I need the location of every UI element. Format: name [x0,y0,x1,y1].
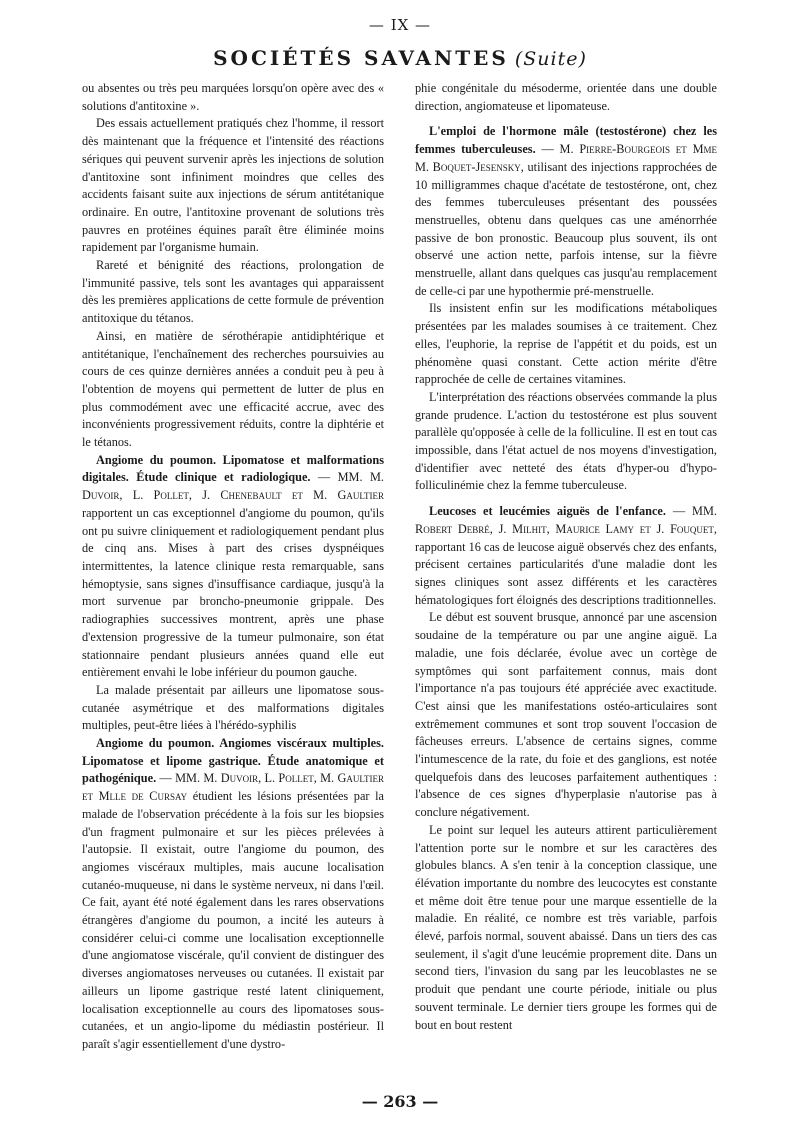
paragraph: Ainsi, en matière de sérothérapie antidiphtérique et antitétanique, l'enchaînement des recherches poursuivies au cours de ces quinze dernières années a conduit peu à peu à l'obtention de moyens qui permettent de lutter de plus en plus commodément avec une efficacité accrue, avec des inconvénients progressivement réduits, contre la diphtérie et le tétanos. [82,328,384,450]
running-title [0,46,800,70]
article-leucoses [415,503,717,609]
paragraph: Le point sur lequel les auteurs attirent particulièrement l'attention porte sur le nombre et sur les caractères des globules blancs. A s'en tenir à la conception classique, une élévation importante du nombre des leucocytes est constante et même doit être tenue pour une marque essentielle de la maladie. En réalité, ce nombre est très variable, parfois élevé, parfois normal, souvent abaissé. Dans un tiers des cas seulement, il s'agit d'une leucémie proprement dite. Dans un second tiers, l'invasion du sang par les leucoblastes ne se produit que pendant une courte période, initiale ou plus souvent terminale. Le dernier tiers groupe les formes qui de bout en bout restent [415,822,717,1032]
section-title-suffix: (Suite) [514,48,587,70]
article-authors: M. Pierre-Bourgeois et Mme M. Boquet-Jesensky [415,142,717,174]
roman-folio: — IX — [368,16,432,34]
right-column [415,80,717,1074]
title-dash: — [535,142,560,157]
article-text: , utilisant des injections rapprochées de 10 milligrammes chaque d'acétate de testostérone, ont, chez des femmes tuberculeuses présentant des poussées menstruelles, obtenu dans quelques cas une aménorrhée passive de bon pronostic. Beaucoup plus souvent, ils ont observé une action nette, parfois intense, sur la fièvre menstruelle, allant dans quelques cas jusqu'au remplacement de celle-ci par une hypothermie pré-menstruelle. [415,159,717,298]
paragraph: Ils insistent enfin sur les modifications métaboliques présentées par les malades soumises à ce traitement. Chez elles, l'euphorie, la reprise de l'appétit et du poids, est un phénomène quasi constant. Cette action mérite d'être rapprochée de celle de certaines vitamines. [415,301,717,387]
paragraph: Rareté et bénignité des réactions, prolongation de l'immunité passive, tels sont les avantages qui apparaissent dès les premières applications de cette formule de prévention antitoxique du tétanos. [82,258,384,326]
article-text: étudient les lésions présentées par la malade de l'observation précédente à la fois sur les biopsies d'un fragment pulmonaire et sur les pièces prélevées à l'autopsie. Il existait, outre l'angiome du poumon, des angiomes viscéraux multiples, mais aucune localisation cutanéo-muqueuse, ni dans le système nerveux, ni dans l'œil. Ce fait, ayant été noté également dans les rares observations étrangères d'angiome du poumon, a incité les auteurs à considérer celui-ci comme une localisation exceptionnelle d'une angiomatose viscérale, qu'il convient de distinguer des diverses angiomatoses nerveuses ou cutanées. Il existait par ailleurs un lipome gastrique resté latent cliniquement, localisation exceptionnelle au cours des lipomatoses sous-cutanées, et un angio-lipome du médiastin postérieur. Il paraît s'agir essentiellement d'une dystro- [82,789,384,1051]
article-text: , rapportant 16 cas de leucose aiguë observés chez des enfants, précisent certaines particularités d'une maladie dont les signes cliniques sont assez différents et les caractères hématologiques fort éloignés des descriptions traditionnelles. [415,521,717,607]
page-number: — 263 — [361,1092,439,1111]
paragraph: Le début est souvent brusque, annoncé par une ascension soudaine de la température ou par une angine aiguë. La maladie, une fois déclarée, évolue avec un cortège de symptômes qui sont parfaitement connus, mais dont l'importance n'a pas toujours été appréciée avec exactitude. C'est ainsi que les manifestations ostéo-articulaires sont extrêmement communes et sont trop souvent l'occasion de fâcheuses erreurs. L'absence de certains signes, comme l'intumescence de la rate, du foie et des ganglions, est notée quelquefois dans des leucoses parfaitement authentiques : l'absence de ces signes d'hyperplasie n'autorise pas à conclure négativement. [415,610,717,820]
section-title: SOCIÉTÉS SAVANTES [213,46,509,70]
article-title: Angiome du poumon. Lipomatose et malformations digitales. Étude clinique et radiologique. [82,452,384,485]
article-text: rapportent un cas exceptionnel d'angiome du poumon, qu'ils ont pu suivre cliniquement et radiologiquement pendant plus de cinq ans. Mises à part des crises dyspnéiques intermittentes, la latence clinique resta remarquable, sans hémoptysie, sans signes d'insuffisance cardiaque, jusqu'à la mort survenue par broncho-pneumonie grippale. Des radiographies successives montrent, après une phase d'extension progressive de la tumeur pulmonaire, son état stationnaire pendant plusieurs années quand elle eut entièrement envahi le lobe inférieur du poumon gauche. [82,505,384,680]
paragraph: La malade présentait par ailleurs une lipomatose sous-cutanée asymétrique et des malformations digitales multiples, peut-être liées à l'hérédo-syphilis [82,682,384,733]
article-title: L'emploi de l'hormone mâle (testostérone) chez les femmes tuberculeuses. [415,124,717,157]
title-dash: — [156,771,176,786]
paragraph: Des essais actuellement pratiqués chez l'homme, il ressort dès maintenant que la fréquence et l'intensité des réactions sériques qui peuvent survenir après les injections de solution d'antitoxine sont infiniment moindres que celles des accidents faisant suite aux injections de sérum antitétanique ordinaire. En outre, l'antitoxine provenant de solutions très pauvres en protéines équines paraît être éliminée moins rapidement par l'organisme humain. [82,116,384,255]
title-dash: — [665,504,693,519]
left-column [82,80,384,1074]
article-angiome-lipomatose [82,452,384,682]
article-authors: MM. M. Duvoir, L. Pollet, M. Gaultier et Mlle de Cursay [82,771,384,804]
title-dash: — [310,470,338,485]
article-title: Angiome du poumon. Angiomes viscéraux multiples. Lipomatose et lipome gastrique. Étude anatomique et pathogénique. [82,736,384,786]
paragraph: L'interprétation des réactions observées commande la plus grande prudence. L'action du testostérone est plus souvent parallèle qu'opposée à celle de la folliculine. Il est en tout cas impossible, dans l'état actuel de nos moyens d'investigation, d'identifier avec netteté des états d'hyper-ou d'hypo-folliculinémie chez la femme tuberculeuse. [415,389,717,493]
article-title: Leucoses et leucémies aiguës de l'enfance. [429,504,666,519]
article-authors: MM. M. Duvoir, L. Pollet, J. Chenebault et M. Gaultier [82,470,384,503]
article-authors: MM. Robert Debré, J. Milhit, Maurice Lamy et J. Fouquet [415,504,717,536]
paragraph: phie congénitale du mésoderme, orientée dans une double direction, angiomateuse et lipomateuse. [415,81,717,113]
article-angiome-viscéraux [82,735,384,1054]
paragraph: ou absentes ou très peu marquées lorsqu'on opère avec des « solutions d'antitoxine ». [82,81,384,113]
article-testosterone [415,123,717,300]
